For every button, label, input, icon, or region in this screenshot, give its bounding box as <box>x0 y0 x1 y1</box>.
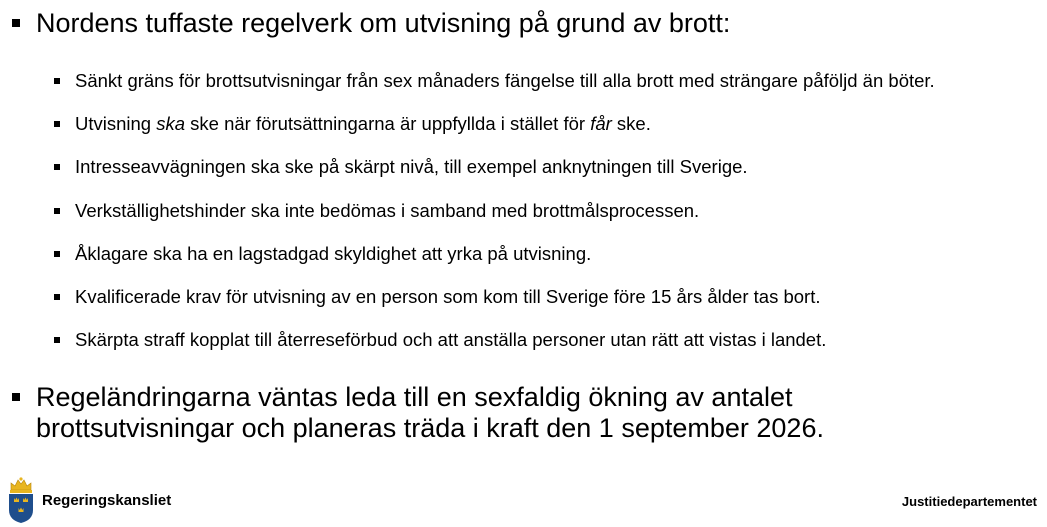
conclusion-line-1: Regeländringarna väntas leda till en sexfaldig ökning av antalet <box>36 382 793 412</box>
sub-bullet-marker <box>54 294 60 300</box>
sub-bullet-marker <box>54 121 60 127</box>
sub-point-mandatory-expulsion <box>75 113 651 135</box>
bullet-marker <box>12 19 20 27</box>
sub-bullet-marker <box>54 164 60 170</box>
sub-point-stricter-penalties: Skärpta straff kopplat till återreseförbud och att anställa personer utan rätt att vistas i landet. <box>75 329 827 350</box>
department-name: Justitiedepartementet <box>901 494 1037 509</box>
sub-bullet-marker <box>54 78 60 84</box>
main-point-heading: Nordens tuffaste regelverk om utvisning på grund av brott: <box>36 8 731 38</box>
conclusion-line-2: brottsutvisningar och planeras träda i kraft den 1 september 2026. <box>36 413 824 443</box>
sub-point-lower-threshold: Sänkt gräns för brottsutvisningar från sex månaders fängelse till alla brott med strängare påföljd än böter. <box>75 70 935 91</box>
sub-point-enforcement-obstacles: Verkställighetshinder ska inte bedömas i samband med brottmålsprocessen. <box>75 200 700 221</box>
bullet-marker <box>12 393 20 401</box>
emphasis-far: får <box>590 113 612 134</box>
sub-point-interest-balancing: Intresseavvägningen ska ske på skärpt nivå, till exempel anknytningen till Sverige. <box>75 156 748 177</box>
text-segment: ske. <box>611 113 651 134</box>
sub-bullet-marker <box>54 251 60 257</box>
sub-bullet-marker <box>54 337 60 343</box>
sub-point-prosecutor-duty: Åklagare ska ha en lagstadgad skyldighet att yrka på utvisning. <box>75 243 592 264</box>
text-segment: Utvisning <box>75 113 157 134</box>
swedish-crown-shield-icon <box>6 476 36 524</box>
organization-name: Regeringskansliet <box>42 492 172 509</box>
emphasis-ska: ska <box>156 113 186 134</box>
sub-bullet-marker <box>54 208 60 214</box>
text-segment: ske när förutsättningarna är uppfyllda i stället för <box>185 113 591 134</box>
sub-point-age-requirements: Kvalificerade krav för utvisning av en person som kom till Sverige före 15 års ålder tas bort. <box>75 286 821 307</box>
